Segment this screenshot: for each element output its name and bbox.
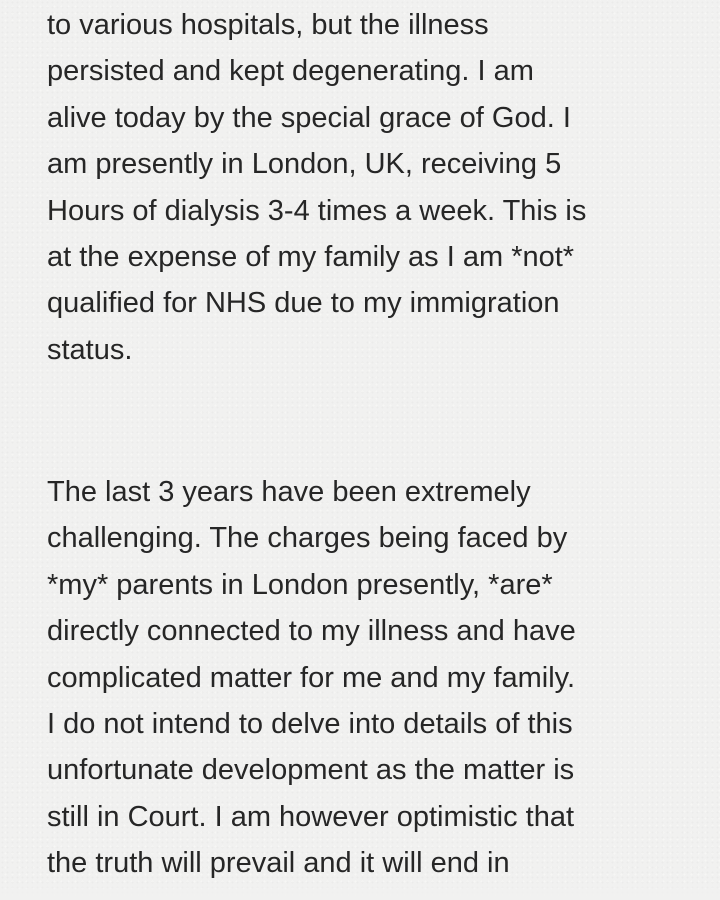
text-line: complicated matter for me and my family.: [47, 661, 576, 694]
text-line: directly connected to my illness and have: [47, 615, 576, 648]
text-line: am presently in London, UK, receiving 5: [47, 148, 562, 181]
text-line: at the expense of my family as I am *not*: [47, 240, 575, 273]
text-line: alive today by the special grace of God. I: [47, 101, 571, 134]
text-line: persisted and kept degenerating. I am: [47, 55, 534, 88]
paragraph-1: [47, 2, 586, 373]
text-line: *my* parents in London presently, *are*: [47, 568, 553, 601]
text-line: I do not intend to delve into details of this: [47, 707, 573, 740]
paragraph-2: [47, 469, 576, 887]
bottom-edge: [0, 882, 720, 900]
text-line: the truth will prevail and it will end in: [47, 847, 510, 880]
text-line: status.: [47, 333, 133, 366]
text-line: still in Court. I am however optimistic that: [47, 800, 575, 833]
text-line: unfortunate development as the matter is: [47, 754, 575, 787]
text-line: to various hospitals, but the illness: [47, 9, 489, 41]
text-line: Hours of dialysis 3-4 times a week. This is: [47, 194, 587, 227]
text-line: challenging. The charges being faced by: [47, 522, 568, 555]
text-line: The last 3 years have been extremely: [47, 476, 531, 508]
text-line: qualified for NHS due to my immigration: [47, 287, 560, 320]
